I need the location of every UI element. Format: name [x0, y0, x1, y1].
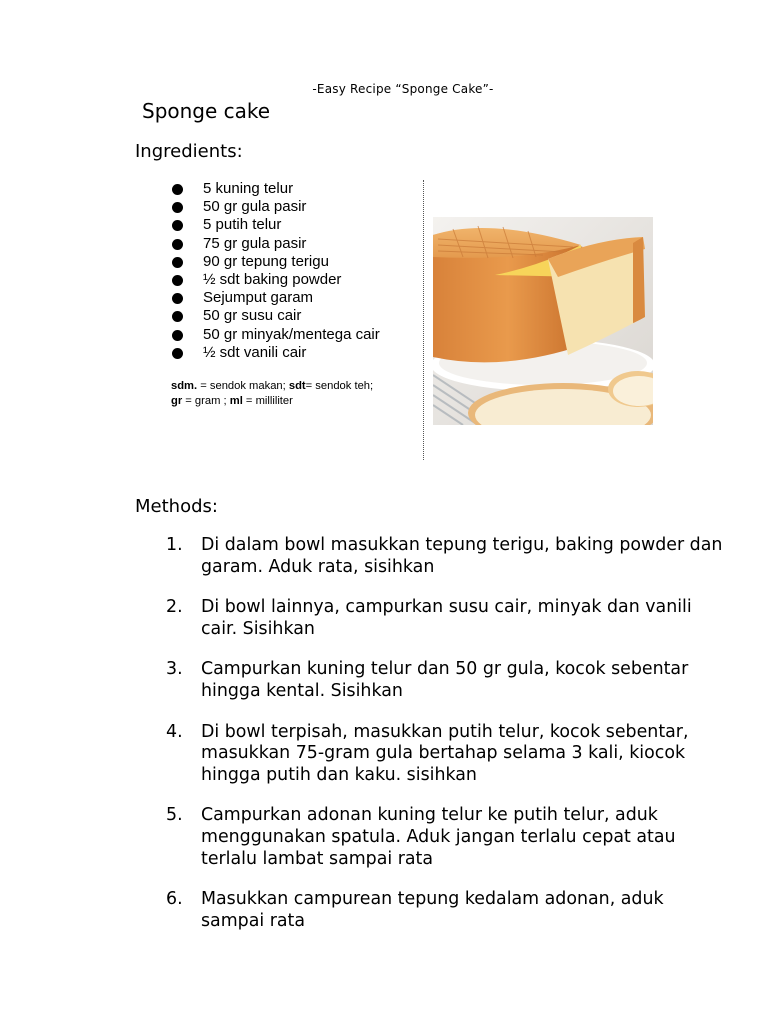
list-item: 4. Di bowl terpisah, masukkan putih telur, kocok sebentar, masukkan 75-gram gula bertahap selama 3 kali, kiocok hingga putih dan kaku. sisihkan — [166, 721, 689, 785]
methods-list — [166, 535, 726, 951]
ingredients-list — [168, 180, 380, 362]
methods-heading: Methods: — [135, 496, 218, 517]
bullet-icon — [172, 202, 183, 213]
list-item: 5 putih telur — [168, 216, 380, 234]
list-item: 50 gr minyak/mentega cair — [168, 326, 380, 344]
abbreviation-legend: sdm. = sendok makan; sdt= sendok teh; gr = gram ; ml = milliliter — [171, 380, 374, 407]
list-item: 50 gr gula pasir — [168, 198, 380, 216]
list-item: Sejumput garam — [168, 289, 380, 307]
list-item: 75 gr gula pasir — [168, 235, 380, 253]
bullet-icon — [172, 275, 183, 286]
dotted-divider — [423, 180, 424, 460]
page-header: -Easy Recipe “Sponge Cake”- — [312, 82, 494, 96]
list-item: 6. Masukkan campurean tepung kedalam adonan, aduk sampai rata — [166, 889, 664, 931]
recipe-title: Sponge cake — [142, 99, 271, 123]
bullet-icon — [172, 239, 183, 250]
list-item: ½ sdt baking powder — [168, 271, 380, 289]
ingredients-heading: Ingredients: — [135, 141, 243, 162]
list-item: 5 kuning telur — [168, 180, 380, 198]
bullet-icon — [172, 184, 183, 195]
bullet-icon — [172, 348, 183, 359]
bullet-icon — [172, 293, 183, 304]
list-item: 50 gr susu cair — [168, 307, 380, 325]
list-item: 90 gr tepung terigu — [168, 253, 380, 271]
bullet-icon — [172, 311, 183, 322]
bullet-icon — [172, 220, 183, 231]
bullet-icon — [172, 330, 183, 341]
list-item: ½ sdt vanili cair — [168, 344, 380, 362]
bullet-icon — [172, 257, 183, 268]
list-item: 3. Campurkan kuning telur dan 50 gr gula, kocok sebentar hingga kental. Sisihkan — [166, 659, 689, 701]
list-item: 5. Campurkan adonan kuning telur ke putih telur, aduk menggunakan spatula. Aduk jangan terlalu cepat atau terlalu lambat sampai rata — [166, 805, 676, 869]
sponge-cake-photo — [433, 217, 653, 425]
list-item: 2. Di bowl lainnya, campurkan susu cair, minyak dan vanili cair. Sisihkan — [166, 597, 692, 639]
list-item: 1. Di dalam bowl masukkan tepung terigu, baking powder dan garam. Aduk rata, sisihkan — [166, 535, 723, 577]
